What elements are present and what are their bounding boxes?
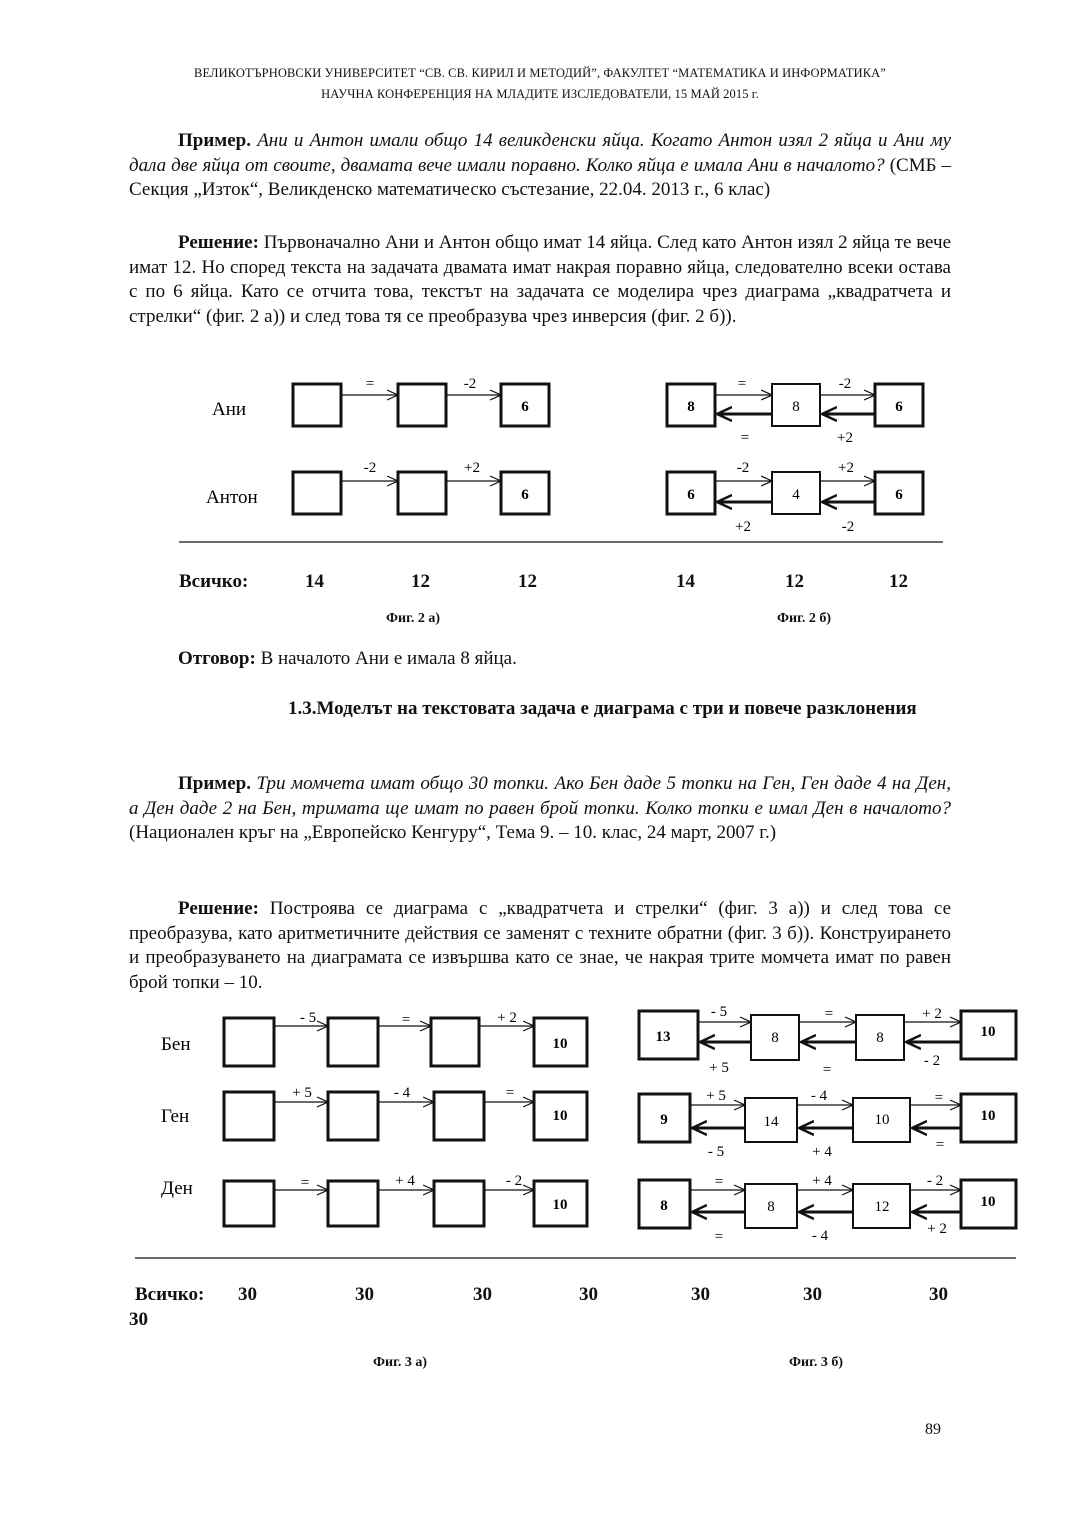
figure-2 <box>0 365 1080 635</box>
fig3b-den-value-3: 12 <box>874 1199 890 1215</box>
fig2b-ani-op-bottom-2: +2 <box>837 430 853 446</box>
section-number: 1.3. <box>288 698 317 719</box>
fig3b-ben-value-1: 13 <box>655 1029 671 1045</box>
fig2b-anton-value-3: 6 <box>895 487 903 503</box>
fig3-total-5: 30 <box>691 1284 710 1305</box>
fig2b-ani-value-2: 8 <box>792 399 800 415</box>
fig3b-ben-op-bottom-2: = <box>822 1062 832 1078</box>
fig3a-den-value-4: 10 <box>552 1197 568 1213</box>
fig3a-ben-op-2: = <box>401 1012 411 1028</box>
fig3b-caption: Фиг. 3 б) <box>789 1355 844 1370</box>
fig3-total-8: 30 <box>129 1309 148 1330</box>
page-number: 89 <box>925 1421 941 1438</box>
fig2-total-5: 12 <box>785 571 804 592</box>
running-header-line1: ВЕЛИКОТЪРНОВСКИ УНИВЕРСИТЕТ “СВ. СВ. КИРИЛ И МЕТОДИЙ”, ФАКУЛТЕТ “МАТЕМАТИКА И ИНФОРМАТИКА” <box>194 66 886 80</box>
solution1-text: Първоначално Ани и Антон общо имат 14 яйца. След като Антон изял 2 яйца те вече имат 12. Но според текста на задачата двамата имат накрая поравно яйца, следователно всеки остава с по 6 яйца. Като се отчита това, текстът на задачата се моделира чрез диаграма „квадратчета и стрелки“ (фиг. 2 а)) и след това тя се преобразува чрез инверсия (фиг. 2 б)). <box>129 232 952 327</box>
fig3b-gen-op-bottom-2: + 4 <box>812 1144 832 1160</box>
answer1-paragraph <box>129 647 951 672</box>
fig2b-anton-op-top-1: -2 <box>736 460 750 476</box>
fig3b-ben-op-top-3: + 2 <box>922 1006 942 1022</box>
figure-3 <box>0 1000 1080 1270</box>
fig2b-anton-op-bottom-1: +2 <box>735 519 751 535</box>
example2-question: Три момчета имат общо 30 топки. Ако Бен даде 5 топки на Ген, Ген даде 4 на Ден, а Ден даде 2 на Бен, тримата ще имат по равен брой топки. Колко топки е имал Ден в началото? <box>129 773 951 819</box>
fig2b-ani-op-top-2: -2 <box>838 376 852 392</box>
fig2a-caption: Фиг. 2 а) <box>386 611 441 626</box>
fig2a-ani-box-1 <box>293 384 341 426</box>
fig3b-den-op-top-1: = <box>714 1174 724 1190</box>
fig3a-den-box-2 <box>328 1181 378 1226</box>
fig2b-ani-value-3: 6 <box>895 399 903 415</box>
fig3-total-1: 30 <box>238 1284 257 1305</box>
fig2a-anton-box-2 <box>398 472 446 514</box>
example1-paragraph <box>129 129 951 203</box>
fig3a-ben-box-2 <box>328 1018 378 1066</box>
fig3-total-7: 30 <box>929 1284 948 1305</box>
fig2a-anton-op-2: +2 <box>464 460 480 476</box>
answer1-text: В началото Ани е имала 8 яйца. <box>260 648 517 669</box>
fig3a-den-op-2: + 4 <box>395 1173 415 1189</box>
fig3b-gen-value-1: 9 <box>660 1112 668 1128</box>
fig3b-den-op-bottom-1: = <box>714 1229 724 1245</box>
fig2b-caption: Фиг. 2 б) <box>777 611 832 626</box>
fig3a-gen-op-1: + 5 <box>292 1085 312 1101</box>
fig2a-ani-value-3: 6 <box>521 399 529 415</box>
fig3b-ben-value-3: 8 <box>876 1030 884 1046</box>
fig3a-gen-box-3 <box>434 1092 484 1140</box>
example1-label: Пример. <box>178 130 251 151</box>
fig3a-ben-op-1: - 5 <box>299 1010 317 1026</box>
fig3-total-2: 30 <box>355 1284 374 1305</box>
fig3a-den-box-3 <box>434 1181 484 1226</box>
fig3a-den-box-1 <box>224 1181 274 1226</box>
fig3a-den-op-3: - 2 <box>505 1173 523 1189</box>
fig3a-ben-box-3 <box>431 1018 479 1066</box>
fig2a-anton-value-3: 6 <box>521 487 529 503</box>
solution2-label: Решение: <box>178 898 259 919</box>
fig3b-ben-op-top-1: - 5 <box>710 1004 728 1020</box>
fig3a-gen-box-1 <box>224 1092 274 1140</box>
fig2-row-label-anton: Антон <box>206 487 258 508</box>
fig3b-den-op-bottom-3: + 2 <box>927 1221 947 1237</box>
fig3a-gen-value-4: 10 <box>552 1108 568 1124</box>
fig3b-gen-op-bottom-3: = <box>935 1137 945 1153</box>
fig3-total-6: 30 <box>803 1284 822 1305</box>
fig3a-ben-value-4: 10 <box>552 1036 568 1052</box>
fig2b-ani-op-top-1: = <box>737 376 747 392</box>
fig3-total-label: Всичко: <box>135 1284 205 1305</box>
fig3b-ben-value-4: 10 <box>980 1024 996 1040</box>
answer1-label: Отговор: <box>178 648 256 669</box>
example2-paragraph <box>129 772 951 846</box>
fig2-total-6: 12 <box>889 571 908 592</box>
section-heading <box>238 697 951 722</box>
fig2-total-1: 14 <box>305 571 324 592</box>
fig2b-anton-op-top-2: +2 <box>838 460 854 476</box>
fig2b-anton-value-2: 4 <box>792 487 800 503</box>
fig3a-ben-op-3: + 2 <box>497 1010 517 1026</box>
fig3b-den-op-top-3: - 2 <box>926 1173 944 1189</box>
fig2a-anton-op-1: -2 <box>363 460 377 476</box>
fig3b-ben-op-bottom-3: - 2 <box>923 1053 941 1069</box>
fig3b-den-value-4: 10 <box>980 1194 996 1210</box>
fig3a-gen-box-2 <box>328 1092 378 1140</box>
fig2b-ani-op-bottom-1: = <box>740 430 750 446</box>
fig2a-anton-box-1 <box>293 472 341 514</box>
running-header-line2: НАУЧНА КОНФЕРЕНЦИЯ НА МЛАДИТЕ ИЗСЛЕДОВАТЕЛИ, 15 МАЙ 2015 г. <box>321 87 759 101</box>
fig2-total-2: 12 <box>411 571 430 592</box>
fig3a-gen-op-2: - 4 <box>393 1085 411 1101</box>
fig3b-gen-op-top-3: = <box>934 1090 944 1106</box>
fig2-row-label-ani: Ани <box>212 399 247 420</box>
fig2-total-label: Всичко: <box>179 571 249 592</box>
solution2-text: Построява се диаграма с „квадратчета и стрелки“ (фиг. 3 а)) и след това се преобразува, като аритметичните действия се заменят с техните обратни (фиг. 3 б)). Конструирането и преобразуването на диаграмата се извършва като се знае, че накрая трите момчета имат по равен брой топки – 10. <box>129 898 951 993</box>
fig3b-den-op-bottom-2: - 4 <box>811 1228 829 1244</box>
fig3b-gen-value-4: 10 <box>980 1108 996 1124</box>
fig3b-gen-op-bottom-1: - 5 <box>707 1144 725 1160</box>
fig2-total-4: 14 <box>676 571 695 592</box>
fig3-total-4: 30 <box>579 1284 598 1305</box>
fig3-row-label-den: Ден <box>161 1178 193 1199</box>
fig3b-ben-value-2: 8 <box>771 1030 779 1046</box>
fig3b-ben-op-top-2: = <box>824 1006 834 1022</box>
fig3b-gen-op-top-2: - 4 <box>810 1088 828 1104</box>
fig2-total-3: 12 <box>518 571 537 592</box>
fig3-row-label-ben: Бен <box>161 1034 191 1055</box>
fig3b-gen-value-2: 14 <box>763 1114 779 1130</box>
fig2b-ani-value-1: 8 <box>687 399 695 415</box>
fig3a-den-op-1: = <box>300 1175 310 1191</box>
fig3-row-label-gen: Ген <box>161 1106 190 1127</box>
fig3b-den-value-2: 8 <box>767 1199 775 1215</box>
fig3-total-3: 30 <box>473 1284 492 1305</box>
fig3a-ben-box-1 <box>224 1018 274 1066</box>
fig3b-ben-op-bottom-1: + 5 <box>709 1060 729 1076</box>
solution1-paragraph <box>129 231 951 329</box>
fig3b-gen-value-3: 10 <box>874 1112 890 1128</box>
solution2-paragraph <box>129 897 951 995</box>
fig2b-anton-op-bottom-2: -2 <box>841 519 855 535</box>
fig3a-caption: Фиг. 3 а) <box>373 1355 428 1370</box>
fig3b-gen-op-top-1: + 5 <box>706 1088 726 1104</box>
example1-source: (СМБ – Секция „Изток“, Великденско математическо състезание, 22.04. 2013 г., 6 клас) <box>129 154 952 200</box>
fig3a-gen-op-3: = <box>505 1085 515 1101</box>
fig2a-ani-box-2 <box>398 384 446 426</box>
example1-question: Ани и Антон имали общо 14 великденски яйца. Когато Антон изял 2 яйца и Ани му дала две яйца от своите, двамата вече имали поравно. Колко яйца е имала Ани в началото? <box>129 130 952 176</box>
fig2b-anton-value-1: 6 <box>687 487 695 503</box>
fig3b-den-value-1: 8 <box>660 1198 668 1214</box>
fig3b-den-op-top-2: + 4 <box>812 1173 832 1189</box>
section-title: Моделът на текстовата задача е диаграма с три и повече разклонения <box>316 698 917 719</box>
fig2a-ani-op-2: -2 <box>463 376 477 392</box>
example2-label: Пример. <box>178 773 251 794</box>
solution1-label: Решение: <box>178 232 259 253</box>
example2-source: (Национален кръг на „Европейско Кенгуру“, Тема 9. – 10. клас, 24 март, 2007 г.) <box>129 822 777 843</box>
fig2a-ani-op-1: = <box>365 376 375 392</box>
